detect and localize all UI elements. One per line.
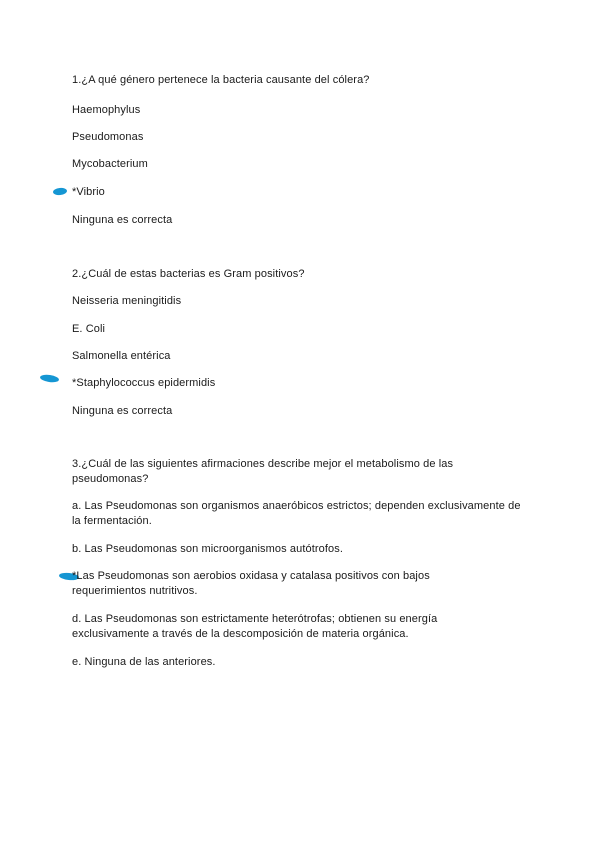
question-1-option-b: Pseudomonas [72, 131, 144, 143]
question-2-text: 2.¿Cuál de estas bacterias es Gram positivos? [72, 268, 305, 280]
question-3-option-a: a. Las Pseudomonas son organismos anaeróbicos estrictos; dependen exclusivamente de la fermentación. [72, 500, 521, 527]
question-1-option-d: *Vibrio [72, 186, 105, 198]
answer-highlight-mark [53, 187, 68, 195]
question-3-option-c: *Las Pseudomonas son aerobios oxidasa y catalasa positivos con bajos requerimientos nutritivos. [72, 570, 430, 597]
answer-highlight-mark [40, 374, 60, 384]
question-1-text: 1.¿A qué género pertenece la bacteria causante del cólera? [72, 74, 370, 86]
question-2-option-d: *Staphylococcus epidermidis [72, 377, 216, 389]
question-3-option-e: e. Ninguna de las anteriores. [72, 656, 216, 668]
question-1-option-e: Ninguna es correcta [72, 214, 173, 226]
question-2-option-c: Salmonella entérica [72, 350, 171, 362]
question-2-option-a: Neisseria meningitidis [72, 295, 182, 307]
question-3-text: 3.¿Cuál de las siguientes afirmaciones describe mejor el metabolismo de las pseudomonas? [72, 458, 454, 485]
question-1-option-a: Haemophylus [72, 104, 141, 116]
question-3-option-d: d. Las Pseudomonas son estrictamente heterótrofas; obtienen su energía exclusivamente a través de la descomposición de materia orgánica. [72, 613, 438, 640]
question-1-option-c: Mycobacterium [72, 158, 148, 170]
question-2-option-e: Ninguna es correcta [72, 405, 173, 417]
question-3-option-b: b. Las Pseudomonas son microorganismos autótrofos. [72, 543, 343, 555]
question-2-option-b: E. Coli [72, 323, 106, 335]
